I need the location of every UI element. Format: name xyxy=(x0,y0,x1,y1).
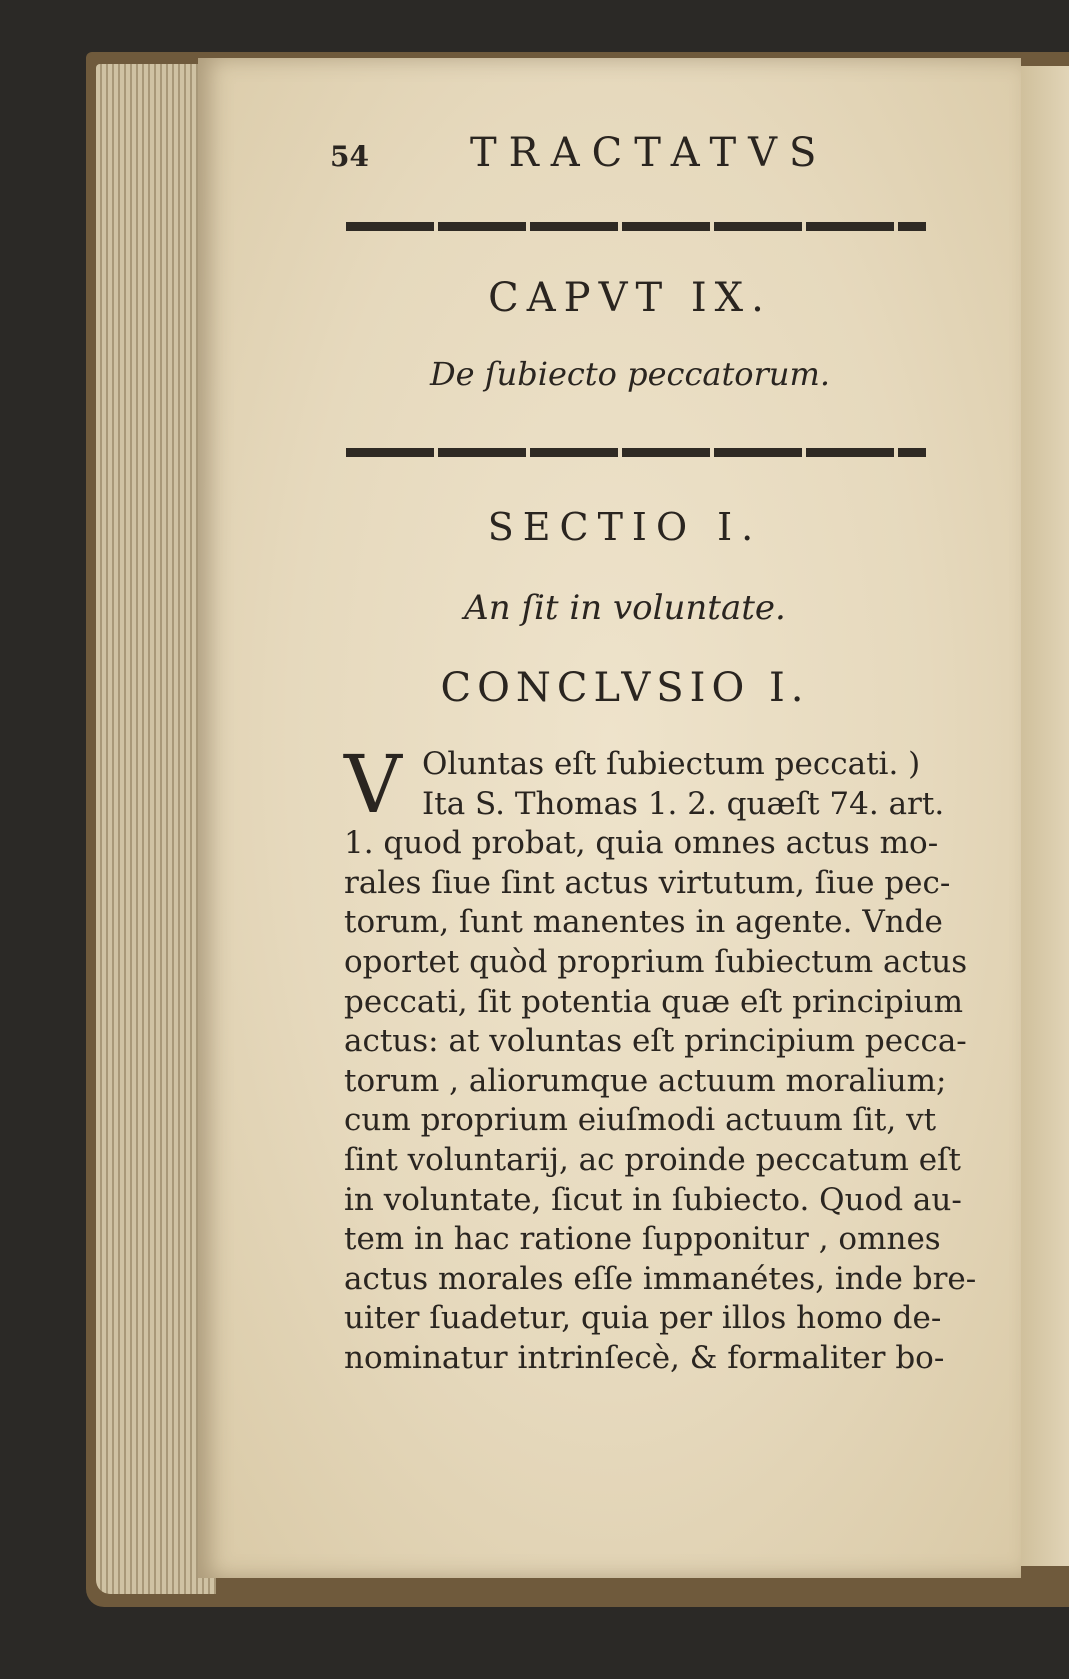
drop-cap: V xyxy=(344,738,402,831)
section-heading: SECTIO I. xyxy=(487,505,763,549)
ornamental-rule-top xyxy=(346,222,926,231)
running-head: TRACTATVS xyxy=(470,130,829,176)
text-line: tem in hac ratione ſupponitur , omnes xyxy=(344,1221,941,1258)
text-line: rales ſiue ſint actus virtutum, ſiue pec- xyxy=(344,864,951,901)
chapter-subtitle: De ſubiecto peccatorum. xyxy=(430,355,830,393)
page-number: 54 xyxy=(330,140,369,173)
text-line: Ita S. Thomas 1. 2. quæſt 74. art. xyxy=(422,785,945,822)
conclusion-heading: CONCLVSIO I. xyxy=(440,665,810,711)
text-line: 1. quod probat, quia omnes actus mo- xyxy=(344,825,939,862)
ornamental-rule-bottom xyxy=(346,448,926,457)
body-text xyxy=(344,738,977,1379)
chapter-heading: CAPVT IX. xyxy=(488,275,772,321)
text-line: torum, ſunt manentes in agente. Vnde xyxy=(344,904,943,941)
text-line: actus: at voluntas eſt principium pecca- xyxy=(344,1023,967,1060)
text-line: peccati, ſit potentia quæ eſt principium xyxy=(344,983,964,1020)
text-line: torum , aliorumque actuum moralium; xyxy=(344,1062,947,1099)
text-line: in voluntate, ſicut in ſubiecto. Quod au- xyxy=(344,1181,962,1218)
text-line: nominatur intrinſecè, & formaliter bo- xyxy=(344,1339,945,1376)
text-line: uiter ſuadetur, quia per illos homo de- xyxy=(344,1300,942,1337)
text-line: cum proprium eiuſmodi actuum ſit, vt xyxy=(344,1102,937,1139)
page-header xyxy=(330,130,850,180)
text-line: Oluntas eſt ſubiectum peccati. ) xyxy=(422,746,921,782)
text-line: actus morales eſſe immanétes, inde bre- xyxy=(344,1260,977,1297)
text-line: oportet quòd proprium ſubiectum actus xyxy=(344,943,968,980)
section-question: An ſit in voluntate. xyxy=(464,588,786,628)
text-line: ſint voluntarij, ac proinde peccatum eſt xyxy=(344,1141,961,1178)
